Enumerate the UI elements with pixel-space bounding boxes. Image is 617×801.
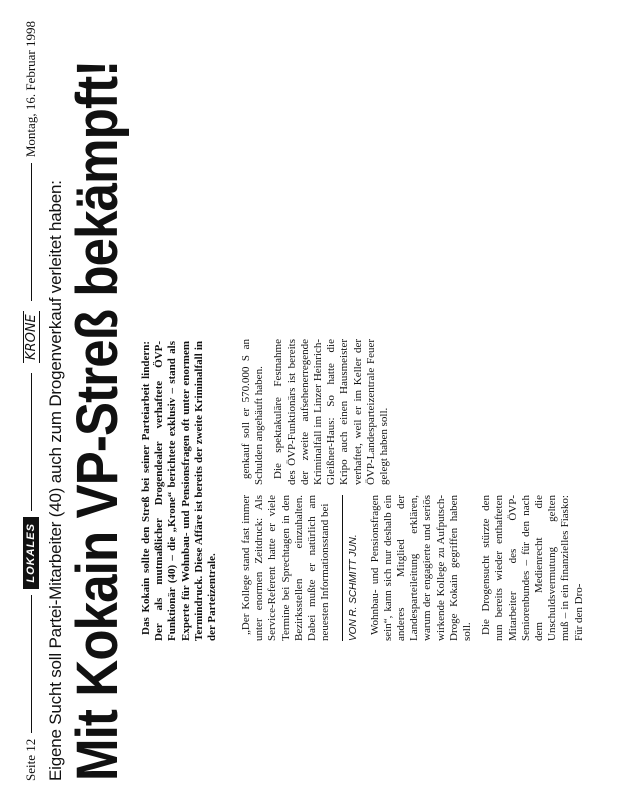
author-byline: VON R. SCHMITT JUN. [342, 495, 360, 641]
section-rubric: LOKALES [23, 517, 39, 589]
text-column-1 [240, 495, 592, 641]
page-header [20, 21, 42, 781]
header-rule [31, 373, 32, 511]
header-rule [31, 163, 32, 301]
paragraph: Die spektakuläre Festnahme des ÖVP-Funktionärs ist bereits der zweite aufsehenerregende Kriminalfall im Linzer Heinrich-Gleißner-Haus: So hatte die Kripo auch einen Hausmeister verhaftet, weil er im Keller der ÖVP-Landesparteizentrale Feuer gelegt haben soll. [272, 339, 391, 485]
article-headline: Mit Kokain VP-Streß bekämpft! [65, 60, 130, 781]
paragraph: genkauf soll er 570.000 S an Schulden angehäuft haben. [240, 339, 266, 485]
article-lead: Das Kokain sollte den Streß bei seiner Parteiarbeit lindern: Der als mutmaßlicher Drogendealer verhaftete ÖVP-Funktionär (40) – die „Krone“ berichtete exklusiv – stand als Experte für Wohnbau- und Pensionsfragen oft unter enormem Termindruck. Diese Affäre ist bereits der zweite Kriminalfall in der Parteizentrale. [140, 341, 219, 641]
paragraph: Die Drogensucht stürzte den nun bereits wieder enthafteten Mitarbeiter des ÖVP-Seniorenbundes – für den nach dem Medienrecht die Unschuldsvermutung gelten muß – in ein finanzielles Fiasko: Für den Dro- [480, 495, 585, 641]
newspaper-brand: KRONE [23, 311, 40, 363]
header-rule [31, 595, 32, 733]
article-body [140, 171, 600, 641]
lead-column [140, 341, 225, 641]
paragraph: „Der Kollege stand fast immer unter enormen Zeitdruck: Als Service-Referent hatte er viele Termine bei Sprechtagen in den Bezirksstellen einzuhalten. Dabei mußte er natürlich am neuesten Informationsstand bei [240, 495, 332, 641]
article-subline: Eigene Sucht soll Partei-Mitarbeiter (40) auch zum Drogenverkauf verleitet haben: [46, 180, 65, 781]
page-number: Seite 12 [23, 738, 38, 781]
paragraph: Wohnbau- und Pensionsfragen sein“, kann sich nur deshalb ein anderes Mitglied der Landesparteileitung erklären, warum der engagierte und seriös wirkende Kollege zu Aufputsch-Droge Kokain gegriffen haben soll. [368, 495, 474, 641]
issue-date: Montag, 16. Februar 1998 [23, 21, 38, 158]
text-column-2 [240, 339, 397, 485]
